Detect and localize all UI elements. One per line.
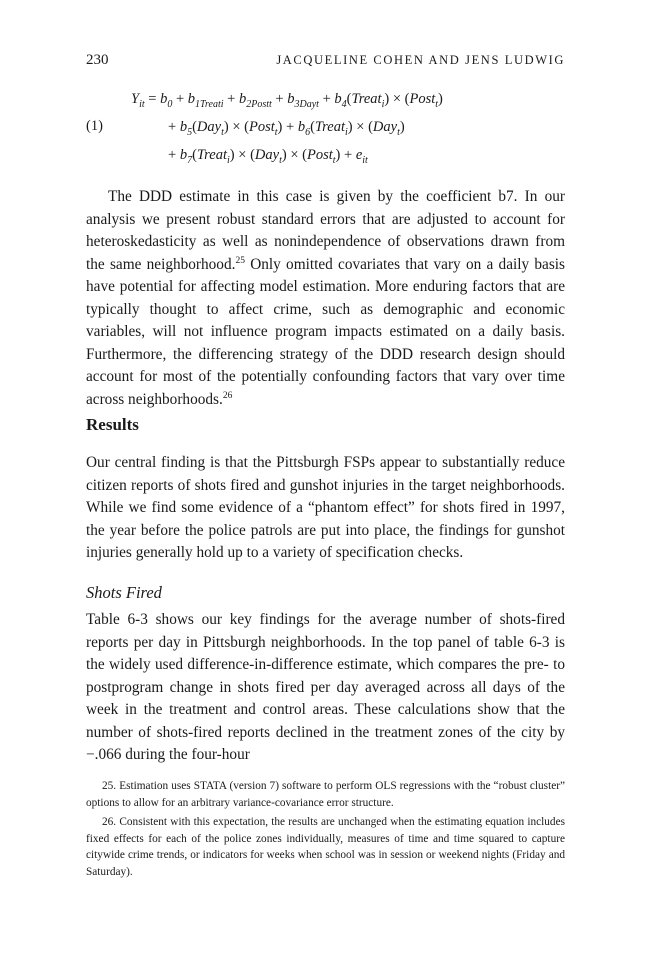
footnote-ref-25[interactable]: 25 <box>235 255 245 266</box>
equation-line-3: + $b_7(Treat_i) \times (Day_t)$ × (Post$_t$) + $e_{it}$ <box>168 147 368 166</box>
page-number: 230 <box>86 52 109 68</box>
footnote-26 <box>86 814 565 880</box>
equation-1 <box>86 88 565 178</box>
ddd-paragraph <box>86 186 565 411</box>
shots-fired-paragraph: Table 6-3 shows our key findings for the average number of shots-fired reports per day in Pittsburgh neighborhoods. In the top panel of table 6-3 is the widely used difference-in-difference estimate, which compares the pre- to postprogram change in shots fired per day averaged across all days of the week in the treatment and control areas. These calculations show that the number of shots-fired reports declined in the treatment zones of the city by −.066 during the four-hour <box>86 611 565 763</box>
footnote-text: Estimation uses STATA (version 7) software to perform OLS regressions with the “robust cluster” options to allow for an arbitrary variance-covariance error structure. <box>86 780 565 809</box>
equation-line-1: $Y_{it} = b_0 + b_{1Treati} + b_{2Postt} + b_{3Dayt}$ + $b_4(Treat_i)$ × (Post$_t$) <box>131 91 443 110</box>
equation-number: (1) <box>86 118 103 134</box>
page-header <box>86 52 565 72</box>
footnote-25 <box>86 778 565 811</box>
footnote-ref-26[interactable]: 26 <box>222 390 233 401</box>
equation-line-2: + $b_5(Day_t)$ × (Post$_t$) + $b_6(Treat_i) \times (Day_t)$ <box>168 119 405 138</box>
ddd-text-a: The DDD estimate in this case is given by the coefficient b7. In our analysis we present robust standard errors that are adjusted to account for heteroskedasticity as well as nonindependence of observations drawn from the same neighborhood. <box>86 188 565 273</box>
section-heading-results: Results <box>86 415 139 434</box>
running-head: JACQUELINE COHEN AND JENS LUDWIG <box>276 53 565 67</box>
footnote-text: Consistent with this expectation, the results are unchanged when the estimating equation includes fixed effects for each of the police zones individually, measures of time and time squared to capture citywide crime trends, or indicators for weeks when school was in session or weekend nights (Friday and Saturday). <box>86 816 565 878</box>
footnotes <box>86 778 565 883</box>
footnote-number: 26. <box>102 816 117 828</box>
footnote-number: 25. <box>102 780 117 792</box>
ddd-text-b: Only omitted covariates that vary on a daily basis have potential for affecting model estimation. More enduring factors that are typically thought to affect crime, such as demographic and economic variables, will not influence program impacts estimated on a daily basis. Furthermore, the differencing strategy of the DDD research design should account for most of the potentially confounding factors that vary over time across neighborhoods. <box>86 255 565 408</box>
results-paragraph: Our central finding is that the Pittsburgh FSPs appear to substantially reduce citizen reports of shots fired and gunshot injuries in the target neighborhoods. While we find some evidence of a “phantom effect” for shots fired in 1997, the year before the police patrols are put into place, the findings for gunshot injuries generally hold up to a variety of specification checks. <box>86 454 565 561</box>
subsection-heading-shots-fired: Shots Fired <box>86 583 162 602</box>
